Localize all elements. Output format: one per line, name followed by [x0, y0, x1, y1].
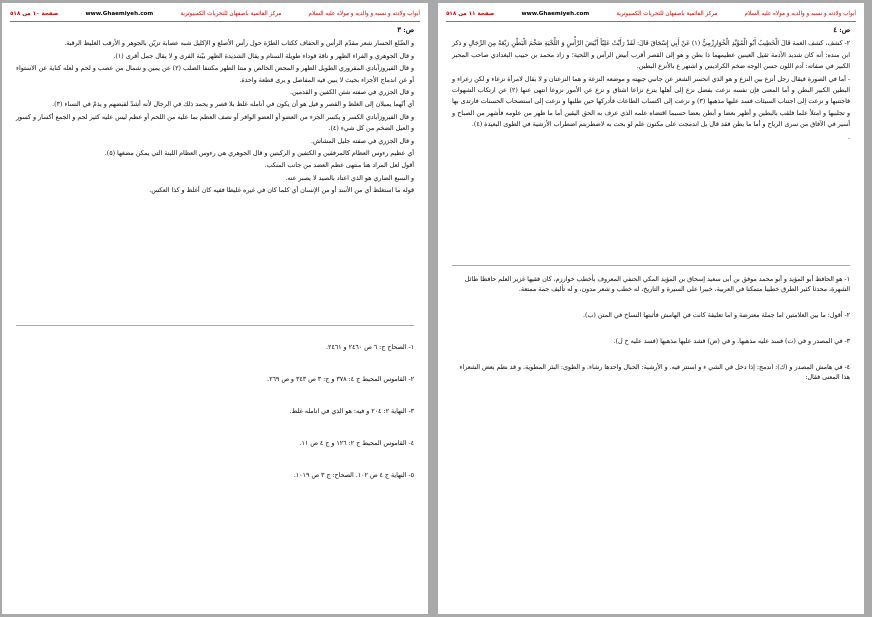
header-title: أبواب ولادته و نسبه و والديه و مولاه عليه السلام — [308, 11, 420, 17]
page-body — [16, 25, 414, 198]
page-header — [10, 7, 420, 22]
footnote: ٤- في هامش المصدر و (ك): اندمج: إذا دخل في الشي ء و استتر فيه. و الأرشية: الحبال واحدها رشاء. و الطوى: البئر المطوية. و قد نظم بعض الشعراء هذا المعنى فقال: — [459, 364, 850, 381]
footnote: ٤- القاموس المحيط ج ٢: ١٢٦ و ج ٤ ص ١١. — [299, 440, 414, 447]
header-center: مركز القائمية باصفهان للتحريات الكمبيوترية — [616, 11, 718, 17]
header-center: مركز القائمية باصفهان للتحريات الكمبيوترية — [180, 11, 282, 17]
footnote: ٥- النهاية ج ٤ ص ١٠٢. الصحاح: ج ٣ ص ١٠١٩. — [293, 472, 414, 479]
paragraph: أي عظيم رءوس العظام كالمرفقين و الكتفين و الركبتين و قال الجوهري هي رءوس العظام اللينة التي يمكن مضغها (٥). — [104, 150, 414, 158]
page-10 — [2, 3, 428, 614]
header-site[interactable]: www.Ghaemiyeh.com — [85, 11, 154, 17]
footnote: ٣- النهاية ٢: ٢٠٤ و فيه: هو الذي في انامله غلظ. — [289, 408, 414, 415]
footnote: ١- هو الحافظ أبو المؤيد و أبو محمد موفق بن أبى سعيد إسحاق بن المؤيد المكي الحنفي المعروف بأخطب خوارزم، كان فقيها غزير العلم حافظا طائل الشهرة، محدثا كثير الطرق خطيبا متمكنا في العربية، خبيرا على السيرة و التاريخ، له خطب و شعر مدون، و له تأليف جمة ممتعة. — [464, 276, 850, 293]
paragraph: - أما في الصورة فيقال رجل أنزع بين النزع و هو الذي انحسر الشعر عن جانبي جبهته و موضعه النزعة و هما النزعتان و لا يقال لامرأة نزعاء و لكن زعراء و البطين الكبير البطن و أما المعنى فإن نفسه نزعت بفضل نزع إلى أهلها ينزع نزاعا اشتاق و نزع عن الأمور نزوعا انتهى عنها (٢) عن ارتكاب الشهوات فاجتنبها و نزعت إلى اجتناب السيئات فسد عليها مذهبها (٣) و نزعت إلى اكتساب الطاعات فأدركها حين طلبها و نزعت إلى استصحاب الحسنات فارتدى بها و تجلببها و امتلأ علما فلقب بالبطين و أظهر بعضا و أبطن بعضا حسبما اقتضاه علمه الذي عرف به الحق اليقين أما ما ظهر من علومه فأشهر من الصباح و أسير في الآفاق من سرى الرياح و أما ما بطن فقد قال بل اندمجت على مكنون علم لو بحت به لاضطربتم اضطراب الأرشية في الطوى البعيدة (٤). — [452, 75, 850, 129]
paragraph: أي أنّهما يميلان إلى الغلظ و القصر و قيل هو أن يكون في أنامله غلظ بلا قصر و يحمد ذلك في الرجال لأنه أشدّ لقبضهم و يذمّ في النساء (٣). — [52, 101, 414, 109]
footnote-separator — [452, 265, 850, 266]
page-body — [452, 25, 850, 144]
paragraph: و قال الجوهري و الفراء الظهر و ناقة قوداء طويلة السنام و يقال الشديدة الظهر بيّنة القرى و لا يقال جمل أقرى (١). — [113, 52, 414, 60]
footnote-separator — [16, 325, 414, 326]
footnote: ١- الصحاح ج: ٦ ص ٢٤٦٠ و ٢٤٦١. — [325, 344, 414, 351]
footnote: ٣- في المصدر و في (ت) فسد عليه مذهبها. و في (ض) فشد عليها مذهبها (فسد عليه خ ل). — [613, 338, 850, 345]
header-site[interactable]: www.Ghaemiyeh.com — [521, 11, 590, 17]
paragraph: و السبع الضاري هو الذي اعتاد بالصيد لا يصبر عنه. — [285, 174, 414, 182]
footnotes — [16, 343, 414, 481]
paragraph: . — [847, 133, 850, 141]
paragraph: و قال الفيروزآبادي المقروري الطويل الظهر و المحض الخالص و متنا الظهر مكتنفا الصلب (٢) عن يمين و شمال من عصب و لحم و لعله كناية عن الاستواء أو عن اندماج الأجزاء بحيث لا يبين فيه المفاصل و يرى قطعة واحدة. — [16, 65, 414, 84]
paragraph: ٢- كشف، كشف الغمة قَالَ الْخَطِيبُ أَبُو الْمُؤَيَّدِ الْخُوَارِزْمِيُّ (١) عَنْ أَبِي إِسْحَاقَ قَالَ: لَقَدْ رَأَيْتُ عَلِيّاً أَبْيَضَ الرَّأْسِ وَ اللِّحْيَةِ ضَخْمَ الْبَطْنِ رَبْعَةً مِنَ الرِّجَالِ و ذكر ابن منده: أنه كان شديد الأدمة ثقيل العينين عظيمهما ذا بطن و هو إلى القصر أقرب أبيض الرأس و اللحية؛ و زاد محمد بن حبيب البغدادي صاحب المحبر الكبير في صفاته: آدم اللون حسن الوجه ضخم الكراديس و اشتهر ع بالأنزع البطين. — [452, 40, 851, 71]
header-title: أبواب ولادته و نسبه و والديه و مولاه عليه السلام — [744, 11, 856, 17]
footnotes — [452, 275, 850, 383]
page-number: ص: ٤ — [833, 26, 850, 34]
paragraph: قوله ما استغلظ أي من الأسد أو من الإنسان أي كلما كان في غيره غليظا ففيه كان أغلظ و كذا العكس. — [149, 187, 414, 195]
header-page-label: صفحة ١٠ من ٥١٨ — [10, 11, 59, 17]
paragraph: و الضّلع الحسار شعر مقدّم الرأس و الحفاف ككتاب الطرّة حول رأس الأصلع و الإكليل شبه عصابة تزيّن بالجوهر و الأرقب الغليظ الرقبة. — [64, 40, 414, 48]
paragraph: و قال الجزري في صفته شثن الكفين و القدمين. — [289, 89, 414, 97]
footnote: ٢- القاموس المحيط ج ٤: ٣٧٨ و ج: ٣ ص ٣٤٣ و ص ٢٦٩. — [267, 376, 414, 383]
page-11 — [438, 3, 864, 614]
paragraph: أقول لعل المراد هنا منتهى عظم العضد من جانب المنكب. — [264, 162, 414, 170]
paragraph: و قال الفيروزآبادي الكسر و يكسر الجزء من العضو أو العضو الوافر أو نصف العظم بما عليه من اللحم أو عظم ليس عليه كثير لحم و الجمع أكسار و كسور و العيل الضخم من كل شيء (٤). — [16, 113, 414, 133]
header-page-label: صفحة ١١ من ٥١٨ — [446, 11, 495, 17]
footnote: ٢- أقول: ما بين العلامتين اما جملة معترضة و اما تعليقة كانت في الهامش فأثبتها النساخ في المتن (ب). — [583, 312, 850, 319]
paragraph: و قال الجزري في صفته جليل المشاش. — [311, 137, 414, 145]
page-header — [446, 7, 856, 22]
page-number: ص: ٣ — [397, 26, 414, 34]
